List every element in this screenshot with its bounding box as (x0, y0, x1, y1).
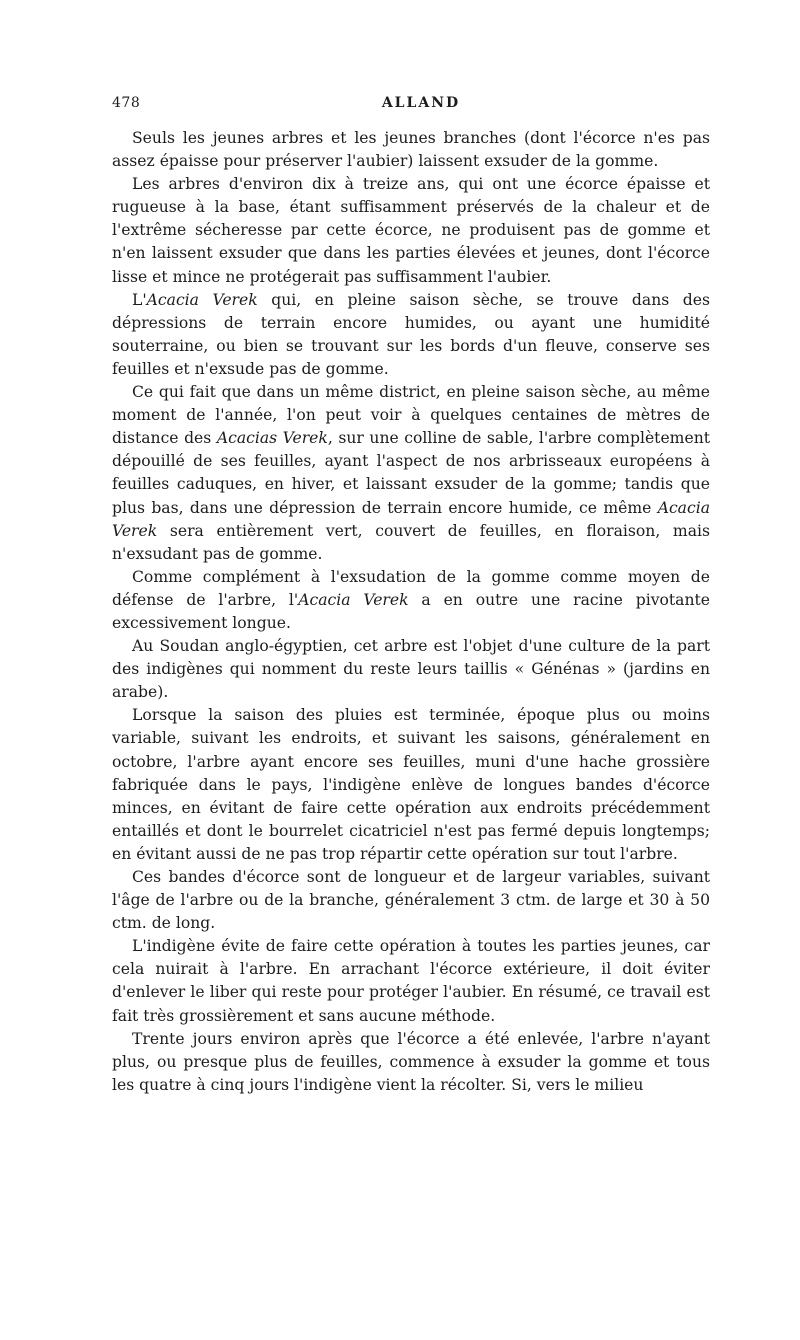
running-head-author: ALLAND (381, 95, 461, 111)
paragraph-10: Trente jours environ après que l'écorce a été enlevée, l'arbre n'ayant plus, ou presque plus de feuilles, commence à exsuder la gomme et tous les quatre à cinq jours l'indigène vient la récolter. Si, vers le milieu (112, 1029, 710, 1094)
paragraph-4: Ce qui fait que dans un même district, en pleine saison sèche, au même moment de l'année, l'on peut voir à quelques centaines de mètres de distance des Acacias Verek, sur une colline de sable, l'arbre complètement dépouillé de ses feuilles, ayant l'aspect de nos arbrisseaux européens à feuilles caduques, en hiver, et laissant exsuder de la gomme; tandis que plus bas, dans une dépression de terrain encore humide, ce même Acacia Verek sera entièrement vert, couvert de feuilles, en floraison, mais n'exsudant pas de gomme. (112, 383, 711, 563)
body-text (112, 127, 710, 1097)
paragraph-9: L'indigène évite de faire cette opération à toutes les parties jeunes, car cela nuirait à l'arbre. En arrachant l'écorce extérieure, il doit éviter d'enlever le liber qui reste pour protéger l'aubier. En résumé, ce travail est fait très grossièrement et sans aucune méthode. (112, 937, 710, 1025)
paragraph-5: Comme complément à l'exsudation de la gomme comme moyen de défense de l'arbre, l'Acacia Verek a en outre une racine pivotante excessivement longue. (112, 567, 710, 632)
species-name: Acacia Verek (146, 290, 258, 309)
species-name: Acacias Verek (216, 429, 328, 448)
paragraph-3: L'Acacia Verek qui, en pleine saison sèche, se trouve dans des dépressions de terrain encore humides, ou ayant une humidité souterraine, ou bien se trouvant sur les bords d'un fleuve, conserve ses feuilles et n'exsude pas de gomme. (112, 290, 710, 378)
paragraph-7: Lorsque la saison des pluies est terminée, époque plus ou moins variable, suivant les endroits, et suivant les saisons, généralement en octobre, l'arbre ayant encore ses feuilles, muni d'une hache grossière fabriquée dans le pays, l'indigène enlève de longues bandes d'écorce minces, en évitant de faire cette opération aux endroits précédemment entaillés et dont le bourrelet cicatriciel n'est pas fermé depuis longtemps; en évitant aussi de ne pas trop répartir cette opération sur tout l'arbre. (112, 706, 710, 863)
paragraph-8: Ces bandes d'écorce sont de longueur et de largeur variables, suivant l'âge de l'arbre ou de la branche, généralement 3 ctm. de large et 30 à 50 ctm. de long. (112, 868, 710, 933)
page-number: 478 (112, 95, 141, 111)
paragraph-2: Les arbres d'environ dix à treize ans, qui ont une écorce épaisse et rugueuse à la base, étant suffisamment préservés de la chaleur et de l'extrême sécheresse par cette écorce, ne produisent pas de gomme et n'en laissent exsuder que dans les parties élevées et jeunes, dont l'écorce lisse et mince ne protégerait pas suffisamment l'aubier. (112, 175, 710, 286)
species-name: Acacia Verek (298, 590, 409, 609)
running-head (112, 95, 710, 117)
species-name: Acacia Verek (112, 498, 710, 540)
book-page (112, 95, 710, 1097)
paragraph-6: Au Soudan anglo-égyptien, cet arbre est l'objet d'une culture de la part des indigènes qui nomment du reste leurs taillis « Génénas » (jardins en arabe). (112, 637, 710, 702)
paragraph-1: Seuls les jeunes arbres et les jeunes branches (dont l'écorce n'es pas assez épaisse pour préserver l'aubier) laissent exsuder de la gomme. (112, 129, 710, 171)
